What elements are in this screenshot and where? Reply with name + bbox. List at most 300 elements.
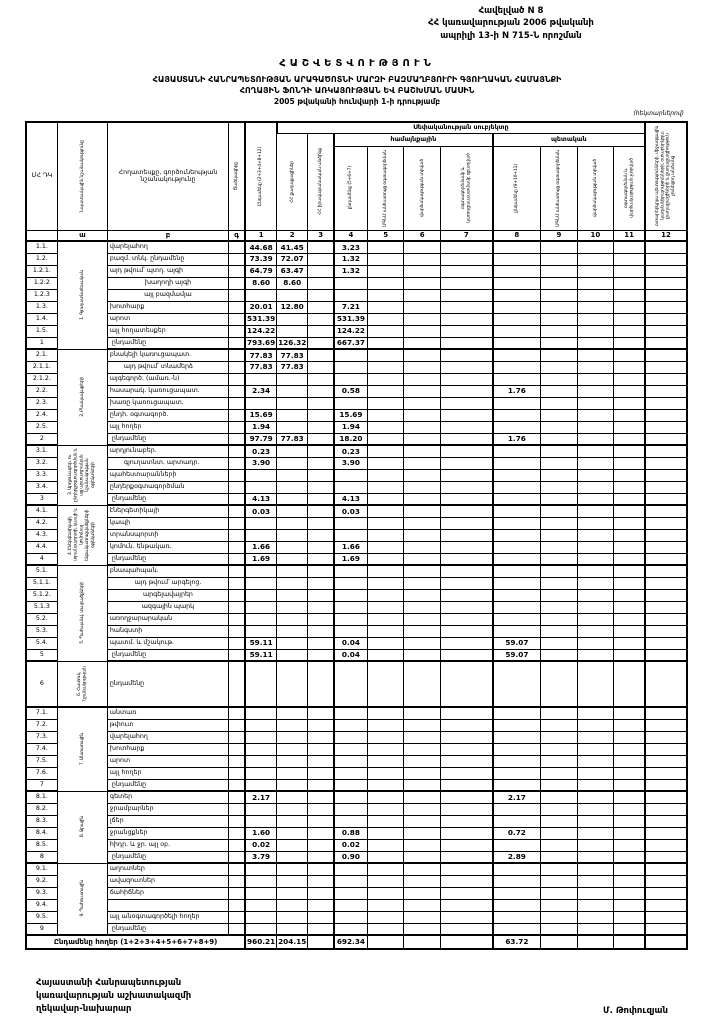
value-cell xyxy=(277,469,308,481)
value-cell xyxy=(308,301,334,313)
value-cell xyxy=(541,313,578,325)
value-cell xyxy=(541,589,578,601)
row-number: 8.1. xyxy=(26,791,57,803)
value-cell xyxy=(440,313,492,325)
code-cell xyxy=(229,385,246,397)
value-cell xyxy=(367,529,404,541)
value-cell xyxy=(404,541,441,553)
value-cell xyxy=(308,661,334,707)
value-cell xyxy=(614,505,645,517)
code-cell xyxy=(229,755,246,767)
value-cell xyxy=(367,779,404,791)
value-cell: 3.23 xyxy=(334,241,367,253)
value-cell xyxy=(440,899,492,911)
value-cell xyxy=(493,815,541,827)
value-cell xyxy=(645,935,687,949)
row-number: 5.1.3 xyxy=(26,601,57,613)
value-cell xyxy=(645,803,687,815)
value-cell xyxy=(614,541,645,553)
value-cell xyxy=(404,589,441,601)
value-cell xyxy=(308,529,334,541)
value-cell: 64.79 xyxy=(245,265,276,277)
value-cell xyxy=(440,887,492,899)
value-cell xyxy=(577,241,614,253)
value-cell xyxy=(404,517,441,529)
value-cell xyxy=(245,589,276,601)
value-cell xyxy=(440,911,492,923)
value-cell xyxy=(308,385,334,397)
value-cell xyxy=(277,707,308,719)
value-cell xyxy=(493,469,541,481)
value-cell xyxy=(367,325,404,337)
value-cell xyxy=(367,541,404,553)
value-cell: 2.17 xyxy=(245,791,276,803)
table-row xyxy=(26,625,687,637)
value-cell: 3.79 xyxy=(245,851,276,863)
value-cell xyxy=(308,791,334,803)
value-cell xyxy=(577,851,614,863)
row-label: ընդամենը xyxy=(107,923,228,935)
value-cell xyxy=(614,577,645,589)
value-cell xyxy=(440,565,492,577)
row-number: 1.1. xyxy=(26,241,57,253)
code-cell xyxy=(229,625,246,637)
value-cell xyxy=(440,935,492,949)
value-cell: 1.66 xyxy=(334,541,367,553)
value-cell xyxy=(334,803,367,815)
table-row xyxy=(26,361,687,373)
value-cell xyxy=(577,445,614,457)
row-number: 2.3. xyxy=(26,397,57,409)
value-cell: 20.01 xyxy=(245,301,276,313)
value-cell xyxy=(541,779,578,791)
value-cell: 3.90 xyxy=(334,457,367,469)
value-cell xyxy=(614,529,645,541)
value-cell xyxy=(334,373,367,385)
value-cell xyxy=(404,625,441,637)
value-cell xyxy=(404,361,441,373)
value-cell xyxy=(277,529,308,541)
row-label: ընդամենը xyxy=(107,493,228,505)
value-cell xyxy=(493,743,541,755)
table-row xyxy=(26,505,687,517)
value-cell: 0.02 xyxy=(245,839,276,851)
value-cell xyxy=(541,935,578,949)
row-number: 7 xyxy=(26,779,57,791)
section-label: 8. Ջրային xyxy=(57,791,107,863)
value-cell: 1.94 xyxy=(334,421,367,433)
table-row xyxy=(26,851,687,863)
value-cell xyxy=(645,481,687,493)
value-cell xyxy=(541,637,578,649)
row-number: 1.2.1. xyxy=(26,265,57,277)
value-cell xyxy=(334,625,367,637)
row-label: բնապահպան. xyxy=(107,565,228,577)
value-cell xyxy=(245,707,276,719)
value-cell xyxy=(245,743,276,755)
value-cell xyxy=(308,565,334,577)
value-cell xyxy=(277,767,308,779)
value-cell xyxy=(577,325,614,337)
letter-cell xyxy=(26,230,57,241)
row-label: այդ թվում՝ պտղ. այգի xyxy=(107,265,228,277)
value-cell xyxy=(367,731,404,743)
col-community-leased: վարձակալության տրված xyxy=(404,146,441,230)
value-cell xyxy=(277,385,308,397)
value-cell xyxy=(308,553,334,565)
value-cell xyxy=(614,469,645,481)
value-cell xyxy=(367,935,404,949)
value-cell xyxy=(493,613,541,625)
value-cell: 124.22 xyxy=(334,325,367,337)
code-cell xyxy=(229,839,246,851)
value-cell xyxy=(367,613,404,625)
value-cell xyxy=(245,469,276,481)
value-cell: 0.72 xyxy=(493,827,541,839)
value-cell xyxy=(367,767,404,779)
col-state-total: ընդամենը (9+10+11) xyxy=(493,146,541,230)
value-cell xyxy=(367,253,404,265)
value-cell xyxy=(404,923,441,935)
value-cell xyxy=(577,589,614,601)
value-cell xyxy=(645,565,687,577)
value-cell xyxy=(493,767,541,779)
value-cell xyxy=(308,899,334,911)
value-cell xyxy=(367,863,404,875)
code-cell xyxy=(229,433,246,445)
value-cell xyxy=(308,361,334,373)
value-cell xyxy=(577,505,614,517)
value-cell xyxy=(614,397,645,409)
code-cell xyxy=(229,637,246,649)
value-cell xyxy=(541,815,578,827)
value-cell xyxy=(577,899,614,911)
value-cell xyxy=(645,923,687,935)
value-cell xyxy=(404,827,441,839)
value-cell xyxy=(614,349,645,361)
value-cell xyxy=(493,337,541,349)
value-cell xyxy=(440,469,492,481)
value-cell xyxy=(645,911,687,923)
code-cell xyxy=(229,361,246,373)
value-cell xyxy=(493,719,541,731)
value-cell xyxy=(440,421,492,433)
value-cell xyxy=(404,349,441,361)
value-cell xyxy=(277,649,308,661)
value-cell xyxy=(577,349,614,361)
value-cell xyxy=(334,887,367,899)
value-cell xyxy=(308,649,334,661)
table-row xyxy=(26,541,687,553)
value-cell xyxy=(614,241,645,253)
value-cell xyxy=(404,755,441,767)
value-cell xyxy=(577,529,614,541)
code-cell xyxy=(229,719,246,731)
value-cell: 1.32 xyxy=(334,253,367,265)
code-cell xyxy=(229,553,246,565)
code-cell xyxy=(229,325,246,337)
value-cell xyxy=(440,601,492,613)
value-cell xyxy=(404,457,441,469)
value-cell xyxy=(645,493,687,505)
section-label: 6. Հատուկ նշանակութ-յան xyxy=(57,661,107,707)
value-cell xyxy=(645,661,687,707)
value-cell xyxy=(404,397,441,409)
row-number: 4.2. xyxy=(26,517,57,529)
value-cell xyxy=(277,589,308,601)
value-cell xyxy=(541,277,578,289)
value-cell xyxy=(334,791,367,803)
row-number: 7.1. xyxy=(26,707,57,719)
table-row xyxy=(26,241,687,253)
value-cell: 0.88 xyxy=(334,827,367,839)
report-date-line: 2005 թվականի հունվարի 1-ի դրությամբ xyxy=(273,97,441,106)
value-cell xyxy=(277,863,308,875)
table-row xyxy=(26,385,687,397)
value-cell xyxy=(577,707,614,719)
code-cell xyxy=(229,827,246,839)
table-row xyxy=(26,637,687,649)
code-cell xyxy=(229,253,246,265)
value-cell xyxy=(367,397,404,409)
value-cell xyxy=(614,445,645,457)
value-cell xyxy=(577,625,614,637)
value-cell xyxy=(577,863,614,875)
table-row xyxy=(26,875,687,887)
value-cell xyxy=(645,779,687,791)
value-cell: 18.20 xyxy=(334,433,367,445)
value-cell: 0.02 xyxy=(334,839,367,851)
row-number: 3.4. xyxy=(26,481,57,493)
value-cell xyxy=(541,457,578,469)
value-cell xyxy=(308,469,334,481)
row-number: 9.5. xyxy=(26,911,57,923)
value-cell xyxy=(541,899,578,911)
value-cell xyxy=(493,517,541,529)
letter-cell: 11 xyxy=(614,230,645,241)
value-cell xyxy=(277,601,308,613)
value-cell xyxy=(440,577,492,589)
value-cell xyxy=(404,481,441,493)
value-cell xyxy=(440,767,492,779)
value-cell xyxy=(614,755,645,767)
value-cell xyxy=(541,791,578,803)
section-label: 2. Բնակավայրերի xyxy=(57,349,107,445)
table-row xyxy=(26,265,687,277)
value-cell xyxy=(367,385,404,397)
value-cell xyxy=(614,731,645,743)
report-subtitle-subject: ՀՈՂԱՅԻՆ ՖՈՆԴԻ ԱՌԿԱՅՈՒԹՅԱՆ ԵՎ ԲԱՇԽՄԱՆ ՄԱՍԻՆ xyxy=(239,86,475,95)
value-cell xyxy=(541,649,578,661)
value-cell xyxy=(440,613,492,625)
value-cell xyxy=(277,755,308,767)
value-cell xyxy=(541,301,578,313)
value-cell xyxy=(577,637,614,649)
value-cell xyxy=(404,803,441,815)
value-cell: 97.79 xyxy=(245,433,276,445)
value-cell xyxy=(577,839,614,851)
value-cell xyxy=(614,649,645,661)
value-cell: 8.60 xyxy=(245,277,276,289)
row-label: այլ հողեր xyxy=(107,421,228,433)
value-cell xyxy=(645,791,687,803)
code-cell xyxy=(229,601,246,613)
value-cell xyxy=(308,851,334,863)
table-row xyxy=(26,779,687,791)
value-cell: 0.23 xyxy=(334,445,367,457)
value-cell xyxy=(645,241,687,253)
row-label: ընդամենը xyxy=(107,779,228,791)
value-cell xyxy=(334,815,367,827)
value-cell xyxy=(308,253,334,265)
value-cell xyxy=(493,565,541,577)
value-cell xyxy=(614,875,645,887)
value-cell: 531.39 xyxy=(334,313,367,325)
value-cell xyxy=(404,385,441,397)
value-cell: 1.32 xyxy=(334,265,367,277)
value-cell xyxy=(367,815,404,827)
value-cell xyxy=(577,601,614,613)
value-cell xyxy=(334,863,367,875)
value-cell xyxy=(440,637,492,649)
value-cell xyxy=(277,505,308,517)
group-state: պետական xyxy=(493,133,646,146)
value-cell xyxy=(277,887,308,899)
row-number: 3.2. xyxy=(26,457,57,469)
row-label: այգեգործ. (ամառ.-ն) xyxy=(107,373,228,385)
code-cell xyxy=(229,349,246,361)
value-cell xyxy=(308,445,334,457)
value-cell xyxy=(541,397,578,409)
value-cell xyxy=(367,911,404,923)
value-cell xyxy=(334,577,367,589)
value-cell xyxy=(645,613,687,625)
table-row xyxy=(26,493,687,505)
value-cell xyxy=(308,277,334,289)
value-cell xyxy=(440,827,492,839)
value-cell xyxy=(614,409,645,421)
value-cell xyxy=(645,253,687,265)
value-cell xyxy=(367,661,404,707)
value-cell xyxy=(645,517,687,529)
value-cell xyxy=(645,289,687,301)
letter-cell: 6 xyxy=(404,230,441,241)
value-cell xyxy=(308,517,334,529)
value-cell xyxy=(440,373,492,385)
value-cell xyxy=(577,457,614,469)
col-state-free-use: ՄԳՆՄ անհատույց օգտագործման xyxy=(541,146,578,230)
value-cell xyxy=(404,373,441,385)
table-row xyxy=(26,445,687,457)
value-cell xyxy=(308,719,334,731)
col-total: Ընդամենը (2+3+4+8+12) xyxy=(245,122,276,230)
value-cell xyxy=(541,517,578,529)
table-row xyxy=(26,277,687,289)
row-label: հիդր. և ջր. այլ օբ. xyxy=(107,839,228,851)
value-cell: 1.66 xyxy=(245,541,276,553)
value-cell: 63.72 xyxy=(493,935,541,949)
value-cell xyxy=(334,349,367,361)
value-cell xyxy=(440,851,492,863)
value-cell xyxy=(614,911,645,923)
table-row xyxy=(26,743,687,755)
value-cell xyxy=(308,731,334,743)
row-number: 2.1.2. xyxy=(26,373,57,385)
row-number: 5.2. xyxy=(26,613,57,625)
land-fund-table xyxy=(25,121,688,950)
value-cell xyxy=(334,911,367,923)
value-cell xyxy=(577,731,614,743)
value-cell xyxy=(367,553,404,565)
value-cell xyxy=(614,779,645,791)
value-cell xyxy=(367,649,404,661)
value-cell xyxy=(440,649,492,661)
value-cell: 124.22 xyxy=(247,326,276,336)
value-cell xyxy=(614,313,645,325)
letter-cell: բ xyxy=(107,230,228,241)
grand-total-row xyxy=(26,935,687,949)
table-row xyxy=(26,313,687,325)
row-number: 2.1.1. xyxy=(26,361,57,373)
letter-cell: 12 xyxy=(645,230,687,241)
row-label: ճահիճներ xyxy=(107,887,228,899)
value-cell: 73.39 xyxy=(245,253,276,265)
value-cell xyxy=(577,397,614,409)
value-cell: 77.83 xyxy=(277,433,308,445)
row-number: 4.3. xyxy=(26,529,57,541)
value-cell: 0.90 xyxy=(334,851,367,863)
value-cell xyxy=(245,911,276,923)
value-cell: 667.37 xyxy=(334,337,367,349)
value-cell xyxy=(493,361,541,373)
value-cell xyxy=(308,421,334,433)
table-row xyxy=(26,577,687,589)
value-cell xyxy=(493,409,541,421)
value-cell xyxy=(541,445,578,457)
value-cell xyxy=(614,661,645,707)
value-cell xyxy=(440,457,492,469)
value-cell xyxy=(308,493,334,505)
row-number: 1 xyxy=(26,337,57,349)
code-cell xyxy=(229,613,246,625)
value-cell: 126.32 xyxy=(278,338,307,348)
value-cell xyxy=(308,265,334,277)
value-cell xyxy=(645,755,687,767)
value-cell xyxy=(440,707,492,719)
value-cell: 15.69 xyxy=(334,409,367,421)
row-label: ավազուտներ xyxy=(107,875,228,887)
appendix-block xyxy=(326,5,696,42)
value-cell: 0.58 xyxy=(334,385,367,397)
value-cell xyxy=(541,409,578,421)
letter-cell: ա xyxy=(57,230,107,241)
value-cell xyxy=(541,923,578,935)
letter-cell: 1 xyxy=(245,230,276,241)
table-row xyxy=(26,553,687,565)
value-cell xyxy=(277,911,308,923)
value-cell xyxy=(308,887,334,899)
value-cell xyxy=(440,481,492,493)
value-cell xyxy=(404,469,441,481)
value-cell xyxy=(404,289,441,301)
value-cell xyxy=(493,911,541,923)
value-cell xyxy=(440,743,492,755)
units-note: (հեկտարներով) xyxy=(633,110,684,117)
value-cell xyxy=(277,625,308,637)
value-cell xyxy=(541,505,578,517)
value-cell xyxy=(541,613,578,625)
value-cell xyxy=(614,565,645,577)
